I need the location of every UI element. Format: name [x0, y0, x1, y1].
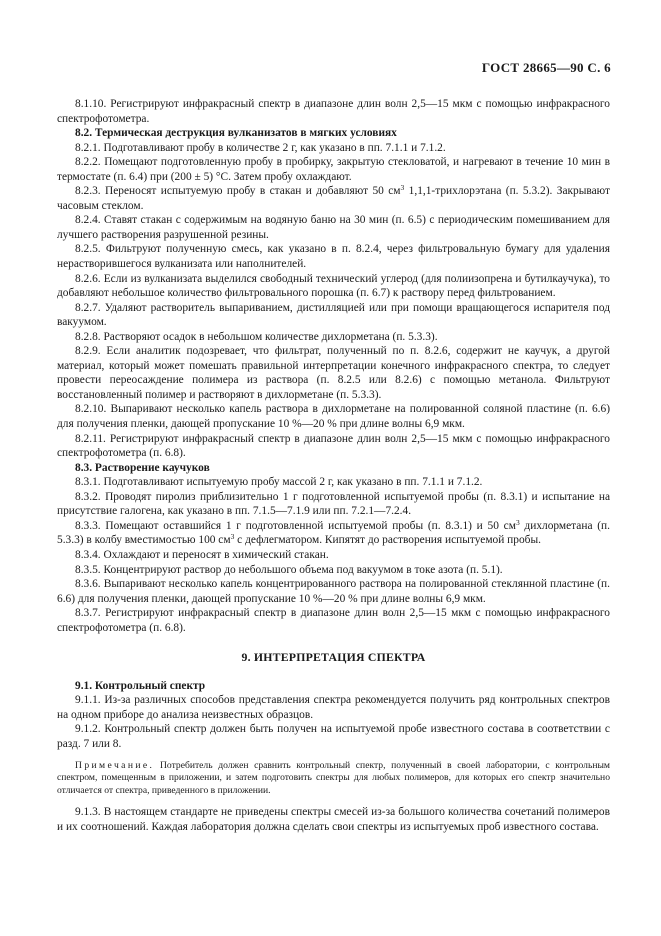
body-paragraph: 8.3.3. Помещают оставшийся 1 г подготовленной испытуемой пробы (п. 8.3.1) и 50 $см^3$ дихлорметана (п. 5.3.3) в колбу вместимостью 100 $см^3$ с дефлегматором. Кипятят до растворения испытуемой пробы.	[57, 517, 610, 547]
chapter-heading: 9. ИНТЕРПРЕТАЦИЯ СПЕКТРА	[241, 650, 426, 665]
body-paragraph: 8.3.4. Охлаждают и переносят в химический стакан.	[75, 548, 329, 561]
body-paragraph: 9.1.2. Контрольный спектр должен быть получен на испытуемой пробе известного состава в соответствии с разд. 7 или 8.	[57, 723, 610, 750]
body-paragraph: 9.1.3. В настоящем стандарте не приведены спектры смесей из-за большого количества сочетаний полимеров и их соотношений. Каждая лаборатория должна сделать свои спектры из испытуемых проб известного состава.	[57, 806, 610, 833]
note-label: Примечание.	[75, 759, 155, 771]
body-paragraph: 8.3.5. Концентрируют раствор до небольшого объема под вакуумом в токе азота (п. 5.1).	[75, 563, 503, 576]
body-paragraph: 8.2.9. Если аналитик подозревает, что фильтрат, полученный по п. 8.2.6, содержит не каучук, а другой материал, который может помешать правильной интерпретации конечного инфракрасного спектра, то следует провести переосаждение полимера из раствора (п. 8.2.5 или 8.2.6) с помощью метанола. Фильтруют восстановленный полимер и растворяют в дихлорметане (п. 5.3.3).	[57, 345, 610, 401]
note-text: Потребитель должен сравнить контрольный спектр, полученный в своей лаборатории, с контрольным спектром, помещенным в приложении, и затем подготовить спектры для любых полимеров, для которых его спектр значительно отличается от спектра, приведенного в приложении.	[57, 759, 610, 796]
body-paragraph: 8.2.1. Подготавливают пробу в количестве 2 г, как указано в пп. 7.1.1 и 7.1.2.	[75, 141, 446, 154]
body-paragraph: 8.2.6. Если из вулканизата выделился свободный технический углерод (для полиизопрена и бутилкаучука), то добавляют небольшое количество фильтровального порошка (п. 6.7) к раствору перед фильтрованием.	[57, 272, 610, 300]
body-paragraph: 8.2.7. Удаляют растворитель выпариванием, дистилляцией или при помощи вращающегося испарителя под вакуумом.	[57, 301, 610, 329]
body-paragraph: 9.1.1. Из-за различных способов представления спектра рекомендуется получить ряд контрольных спектров на одном приборе до анализа неизвестных образцов.	[57, 694, 610, 721]
section-heading: 8.2. Термическая деструкция вулканизатов в мягких условиях	[75, 127, 397, 140]
body-paragraph: 8.3.7. Регистрируют инфракрасный спектр в диапазоне длин волн 2,5—15 мкм с помощью инфракрасного спектрофотометра (п. 6.8).	[57, 607, 610, 634]
body-paragraph: 8.3.1. Подготавливают испытуемую пробу массой 2 г, как указано в пп. 7.1.1 и 7.1.2.	[75, 476, 483, 489]
body-paragraph: 8.2.5. Фильтруют полученную смесь, как указано в п. 8.2.4, через фильтровальную бумагу для удаления нерастворившегося вулканизата или наполнителей.	[57, 243, 610, 271]
section-heading: 8.3. Растворение каучуков	[75, 461, 210, 474]
body-paragraph: 8.2.8. Растворяют осадок в небольшом количестве дихлорметана (п. 5.3.3).	[75, 330, 438, 343]
note-paragraph	[57, 760, 610, 798]
body-paragraph: 8.2.3. Переносят испытуемую пробу в стакан и добавляют 50 $см^3$ 1,1,1-трихлорэтана (п. 5.3.2). Закрывают часовым стеклом.	[57, 183, 610, 212]
document-body	[57, 97, 610, 834]
body-paragraph: 8.1.10. Регистрируют инфракрасный спектр в диапазоне длин волн 2,5—15 мкм с помощью инфракрасного спектрофотометра.	[57, 98, 610, 125]
page-header: ГОСТ 28665—90 С. 6	[481, 60, 611, 75]
body-paragraph: 8.3.6. Выпаривают несколько капель концентрированного раствора на полированной стеклянной пластине (п. 6.6) для получения пленки, дающей пропускание 10 %—20 % при длине волны 6,9 мкм.	[57, 578, 610, 605]
body-paragraph: 8.2.11. Регистрируют инфракрасный спектр в диапазоне длин волн 2,5—15 мкм с помощью инфракрасного спектрофотометра (п. 6.8).	[57, 432, 610, 460]
body-paragraph: 8.2.2. Помещают подготовленную пробу в пробирку, закрытую стекловатой, и нагревают в течение 10 мин в термостате (п. 6.4) при (200 ± 5) °С. Затем пробу охлаждают.	[57, 156, 610, 183]
body-paragraph: 8.2.4. Ставят стакан с содержимым на водяную баню на 30 мин (п. 6.5) с периодическим помешиванием для лучшего растворения разрушенной резины.	[57, 214, 610, 241]
section-heading: 9.1. Контрольный спектр	[75, 679, 206, 692]
body-paragraph: 8.3.2. Проводят пиролиз приблизительно 1 г подготовленной испытуемой пробы (п. 8.3.1) и испытание на присутствие галогена, как указано в пп. 7.1.5—7.1.9 или пп. 7.2.1—7.2.4.	[57, 490, 610, 518]
body-paragraph: 8.2.10. Выпаривают несколько капель раствора в дихлорметане на полированной соляной пластине (п. 6.6) для получения пленки, дающей пропускание 10 %—20 % при длине волны 6,9 мкм.	[57, 403, 610, 431]
